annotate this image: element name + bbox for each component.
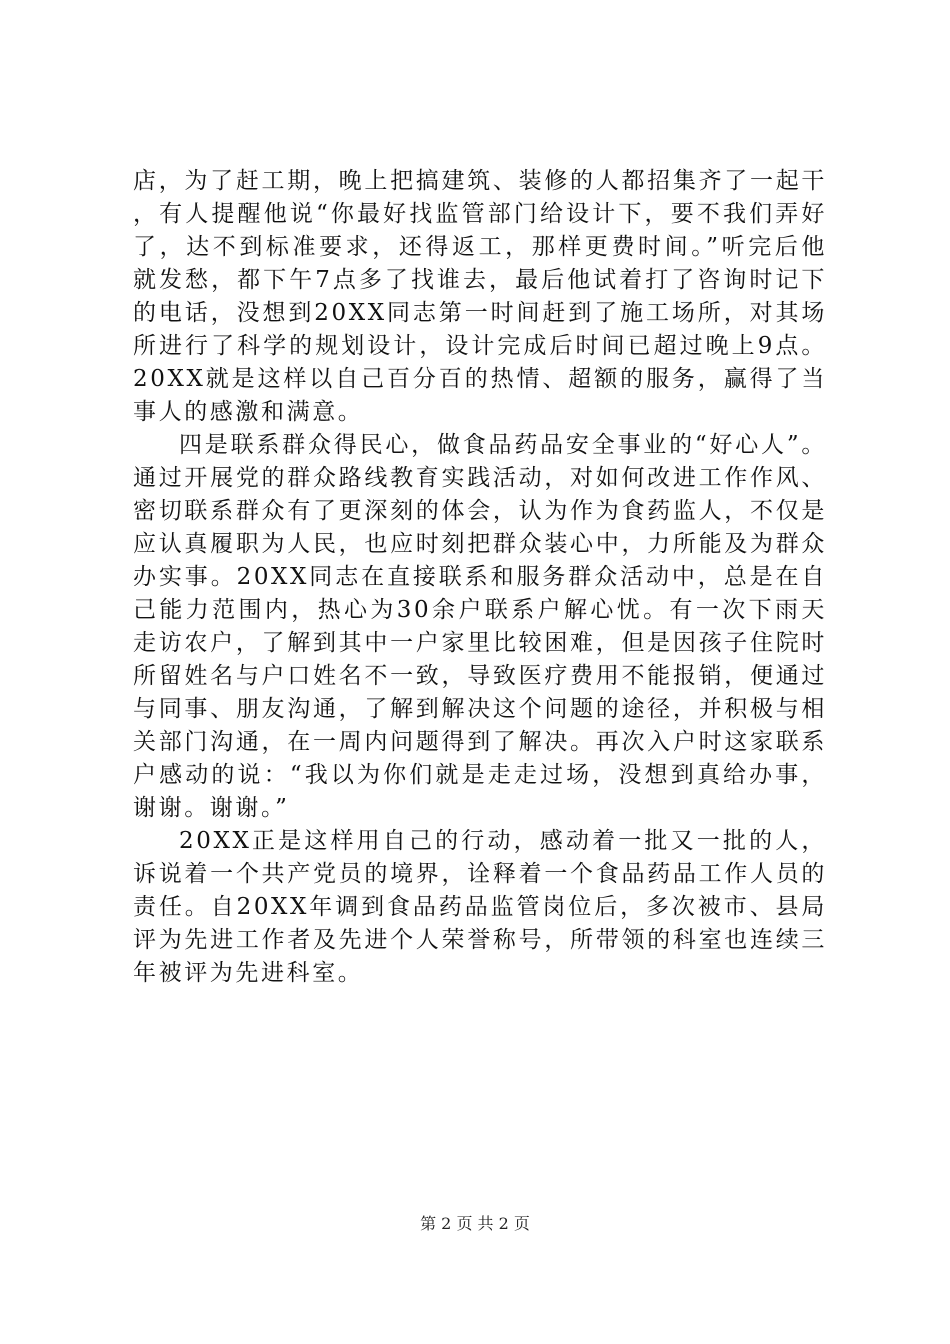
document-body (133, 165, 827, 990)
paragraph-conclusion: 20XX正是这样用自己的行动，感动着一批又一批的人，诉说着一个共产党员的境界，诠释着一个食品药品工作人员的责任。自20XX年调到食品药品监管岗位后，多次被市、县局评为先进工作者及先进个人荣誉称号，所带领的科室也连续三年被评为先进科室。 (133, 828, 827, 986)
paragraph-point-four: 四是联系群众得民心，做食品药品安全事业的“好心人”。通过开展党的群众路线教育实践活动，对如何改进工作作风、密切联系群众有了更深刻的体会，认为作为食药监人，不仅是应认真履职为人民，也应时刻把群众装心中，力所能及为群众办实事。20XX同志在直接联系和服务群众活动中，总是在自己能力范围内，热心为30余户联系户解心忧。有一次下雨天走访农户，了解到其中一户家里比较困难，但是因孩子住院时所留姓名与户口姓名不一致，导致医疗费用不能报销，便通过与同事、朋友沟通，了解到解决这个问题的途径，并积极与相关部门沟通，在一周内问题得到了解决。再次入户时这家联系户感动的说：“我以为你们就是走走过场，没想到真给办事，谢谢。谢谢。” (133, 432, 827, 821)
paragraph-continuation: 店，为了赶工期，晚上把搞建筑、装修的人都招集齐了一起干，有人提醒他说“你最好找监管部门给设计下，要不我们弄好了，达不到标准要求，还得返工，那样更费时间。”听完后他就发愁，都下午7点多了找谁去，最后他试着打了咨询时记下的电话，没想到20XX同志第一时间赶到了施工场所，对其场所进行了科学的规划设计，设计完成后时间已超过晚上9点。20XX就是这样以自己百分百的热情、超额的服务，赢得了当事人的感激和满意。 (133, 168, 827, 425)
page-number-footer: 第 2 页 共 2 页 (420, 1214, 530, 1233)
